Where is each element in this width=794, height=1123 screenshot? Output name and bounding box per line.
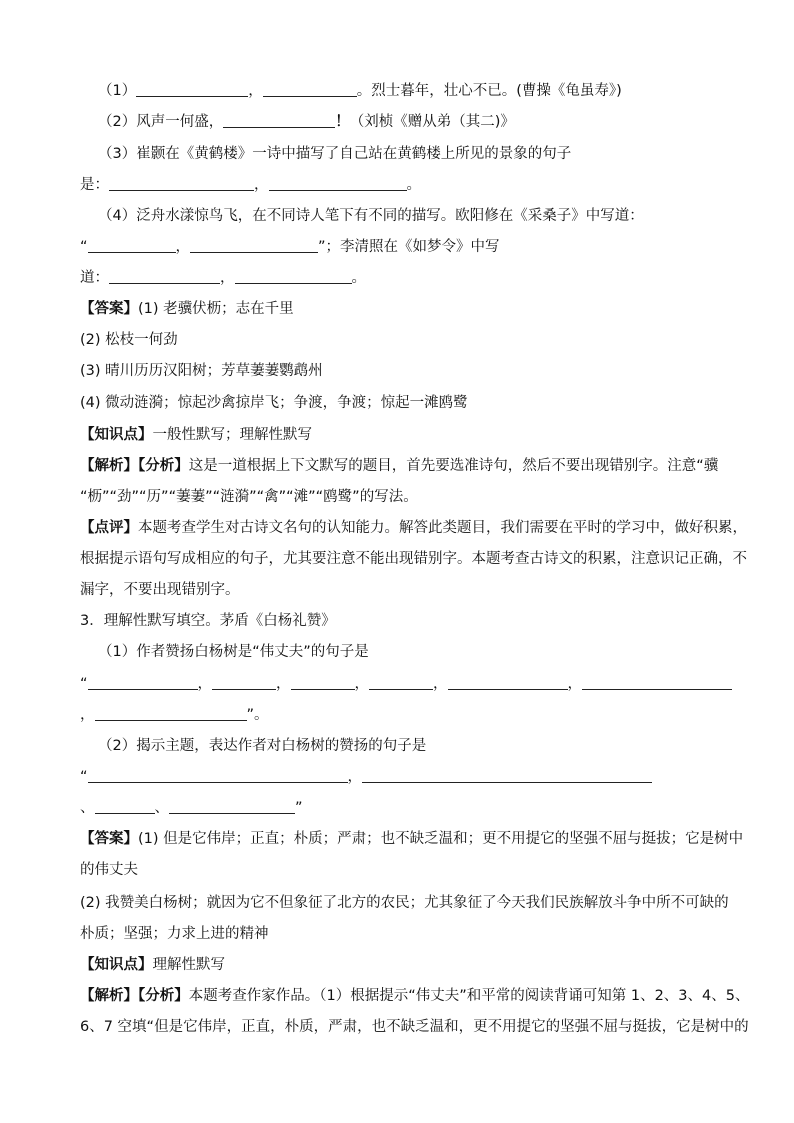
q3-answer-line4: 朴质；坚强；力求上进的精神: [80, 926, 269, 942]
q2-comment-line1: 【点评】本题考查学生对古诗文名句的认知能力。解答此类题目，我们需要在平时的学习中，做好积累，: [80, 520, 747, 536]
blank[interactable]: [88, 238, 176, 253]
q2-item-1: （1） ， 。烈士暮年，壮心不已。(曹操《龟虽寿》): [98, 83, 622, 99]
q3-answer-line3: (2) 我赞美白杨树；就因为它不但象征了北方的农民；尤其象征了今天我们民族解放斗争中所不可缺的: [80, 895, 729, 911]
blank[interactable]: [235, 269, 352, 284]
blank[interactable]: [169, 799, 295, 814]
q2-item-2: （2）风声一何盛， ！（刘桢《赠从弟（其二)》: [98, 114, 515, 130]
blank[interactable]: [362, 768, 652, 783]
q3-answer-line2: 的伟丈夫: [80, 862, 138, 878]
blank[interactable]: [582, 675, 732, 690]
q3-blanks-1: “ ， ， ， ， ，: [80, 675, 732, 693]
q3-knowledge: 【知识点】理解性默写: [80, 957, 225, 973]
q3-blanks-2b: 、 、 ”: [80, 800, 303, 816]
blank[interactable]: [263, 82, 357, 97]
q3-title: 3．理解性默写填空。茅盾《白杨礼赞》: [80, 613, 336, 629]
q2-item-3-line1: （3）崔颢在《黄鹤楼》一诗中描写了自己站在黄鹤楼上所见的景象的句子: [98, 146, 572, 162]
q2-item-4-line3: 道： ， 。: [80, 270, 366, 286]
q3-blanks-1b: ， ”。: [80, 707, 269, 723]
q2-item-3-line2: 是： ， 。: [80, 177, 421, 193]
blank[interactable]: [291, 675, 355, 690]
q3-answer-line1: 【答案】(1) 但是它伟岸；正直；朴质；严肃；也不缺乏温和；更不用提它的坚强不屈与挺拔；它是树中: [80, 831, 744, 847]
blank[interactable]: [88, 768, 348, 783]
blank[interactable]: [95, 799, 155, 814]
q2-answer-3: (3) 晴川历历汉阳树；芳草萋萋鹦鹉州: [80, 363, 323, 379]
blank[interactable]: [109, 176, 254, 191]
blank[interactable]: [95, 706, 247, 721]
blank[interactable]: [190, 238, 318, 253]
blank[interactable]: [109, 269, 220, 284]
q2-comment-line2: 根据提示语句写成相应的句子，尤其要注意不能出现错别字。本题考查古诗文的积累，注意识记正确，不: [80, 551, 747, 567]
q2-item-4-line1: （4）泛舟水漾惊鸟飞，在不同诗人笔下有不同的描写。欧阳修在《采桑子》中写道：: [98, 208, 644, 224]
blank[interactable]: [269, 176, 407, 191]
blank[interactable]: [369, 675, 433, 690]
q3-prompt-1: （1）作者赞扬白杨树是“伟丈夫”的句子是: [98, 644, 369, 660]
blank[interactable]: [223, 113, 335, 128]
q2-answer-4: (4) 微动涟漪；惊起沙禽掠岸飞；争渡，争渡；惊起一滩鸥鹭: [80, 395, 468, 411]
q3-analysis-line2: 6、7 空填“但是它伟岸，正直，朴质，严肃，也不缺乏温和，更不用提它的坚强不屈与挺拔，它是树中的: [80, 1019, 749, 1035]
blank[interactable]: [448, 675, 568, 690]
q2-answer-2: (2) 松枝一何劲: [80, 332, 178, 348]
q2-comment-line3: 漏字，不要出现错别字。: [80, 582, 240, 598]
q2-item-4-line2: “ ， ”；李清照在《如梦令》中写: [80, 239, 500, 255]
q3-prompt-2: （2）揭示主题，表达作者对白杨树的赞扬的句子是: [98, 738, 427, 754]
blank[interactable]: [212, 675, 276, 690]
q2-answer: 【答案】(1) 老骥伏枥；志在千里: [80, 301, 294, 317]
blank[interactable]: [88, 675, 198, 690]
q2-analysis-line2: “枥”“劲”“历”“萋萋”“涟漪”“禽”“滩”“鸥鹭”的写法。: [80, 489, 418, 505]
blank[interactable]: [136, 82, 248, 97]
q3-blanks-2: “ ，: [80, 768, 652, 786]
q3-analysis-line1: 【解析】【分析】本题考查作家作品。（1）根据提示“伟丈夫”和平常的阅读背诵可知第 1、2、3、4、5、: [80, 988, 750, 1004]
q2-analysis-line1: 【解析】【分析】这是一道根据上下文默写的题目，首先要选准诗句，然后不要出现错别字。注意“骥: [80, 458, 719, 474]
q2-knowledge: 【知识点】一般性默写；理解性默写: [80, 427, 312, 443]
